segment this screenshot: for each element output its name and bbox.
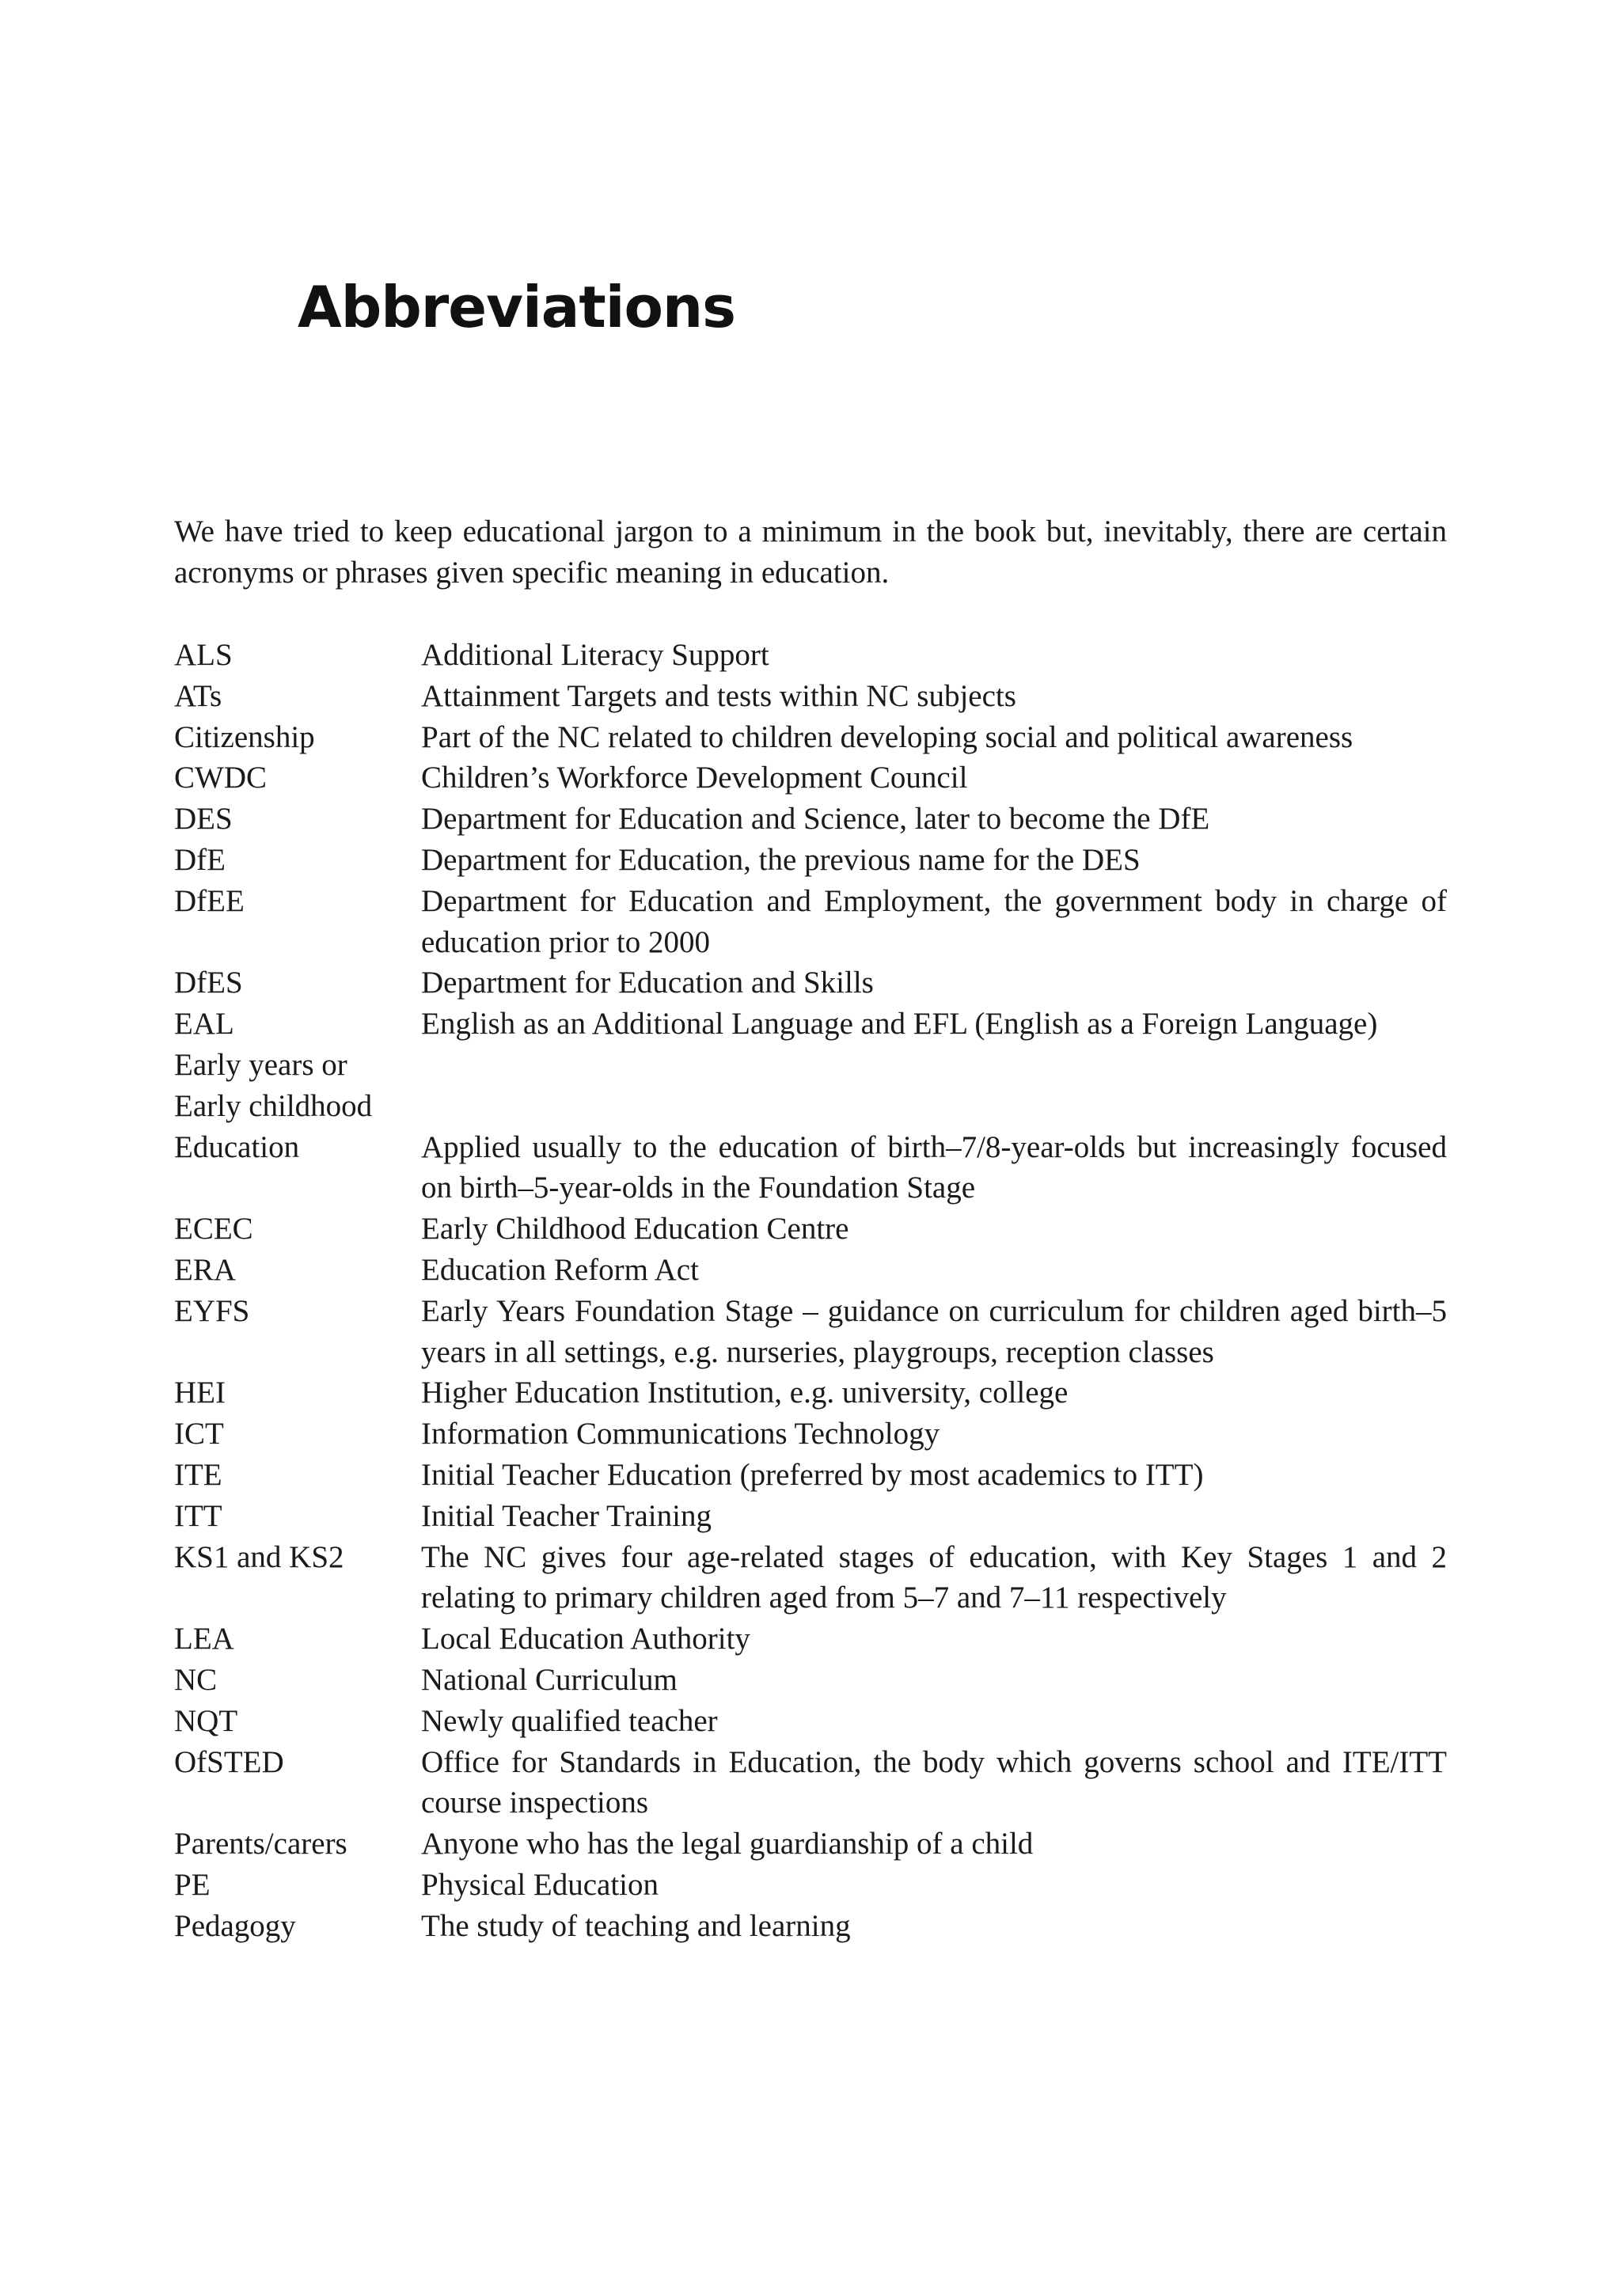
abbreviation-row xyxy=(174,717,1447,758)
intro-paragraph: We have tried to keep educational jargon to a minimum in the book but, inevitably, there are certain acronyms or phrases given specific meaning in education. xyxy=(174,514,1447,590)
abbreviation-row xyxy=(174,1209,1447,1250)
abbreviation-definition: Information Communications Technology xyxy=(421,1417,940,1452)
abbreviation-definition: Higher Education Institution, e.g. university, college xyxy=(421,1376,1069,1410)
abbreviation-row xyxy=(174,635,1447,676)
abbreviation-term: ITT xyxy=(174,1498,222,1533)
abbreviation-definition: Department for Education and Employment, the government body in charge of education prior to 2000 xyxy=(421,883,1447,959)
abbreviation-term: DfES xyxy=(174,966,243,1000)
abbreviation-definition: Newly qualified teacher xyxy=(421,1703,718,1738)
abbreviation-row xyxy=(174,676,1447,717)
abbreviation-row xyxy=(174,799,1447,840)
abbreviation-row xyxy=(174,757,1447,799)
abbreviation-term: Citizenship xyxy=(174,719,315,754)
abbreviation-definition: Physical Education xyxy=(421,1867,659,1902)
abbreviation-term: HEI xyxy=(174,1376,226,1410)
abbreviation-definition: Initial Teacher Education (preferred by most academics to ITT) xyxy=(421,1457,1204,1492)
abbreviation-definition: Children’s Workforce Development Council xyxy=(421,761,968,795)
abbreviation-row xyxy=(174,1414,1447,1455)
abbreviation-definition: Part of the NC related to children developing social and political awareness xyxy=(421,719,1353,754)
abbreviation-definition: Office for Standards in Education, the body which governs school and ITE/ITT course inspections xyxy=(421,1744,1447,1820)
abbreviation-row xyxy=(174,1619,1447,1660)
abbreviation-term: EYFS xyxy=(174,1293,250,1328)
abbreviation-row xyxy=(174,1291,1447,1373)
abbreviation-definition: Department for Education and Skills xyxy=(421,966,874,1000)
abbreviation-definition: Initial Teacher Training xyxy=(421,1498,712,1533)
abbreviation-term: ERA xyxy=(174,1252,236,1287)
abbreviation-term: OfSTED xyxy=(174,1744,284,1779)
abbreviation-definition: Department for Education, the previous name for the DES xyxy=(421,842,1141,877)
abbreviation-row xyxy=(174,1496,1447,1537)
abbreviation-row xyxy=(174,1865,1447,1906)
abbreviation-row xyxy=(174,1004,1447,1045)
abbreviation-term: Parents/carers xyxy=(174,1827,347,1861)
abbreviation-definition: The NC gives four age-related stages of education, with Key Stages 1 and 2 relating to primary children aged from 5–7 and 7–11 respectively xyxy=(421,1539,1447,1615)
abbreviation-definition: Additional Literacy Support xyxy=(421,638,769,672)
abbreviation-definition: Education Reform Act xyxy=(421,1252,699,1287)
abbreviation-definition: Applied usually to the education of birth–7/8-year-olds but increasingly focused on birth–5-year-olds in the Foundation Stage xyxy=(421,1129,1447,1205)
abbreviation-term: ECEC xyxy=(174,1212,253,1247)
abbreviation-row xyxy=(174,1372,1447,1414)
abbreviation-definition: Anyone who has the legal guardianship of a child xyxy=(421,1827,1034,1861)
abbreviation-definition: Early Childhood Education Centre xyxy=(421,1212,849,1247)
abbreviation-term: DES xyxy=(174,802,233,837)
abbreviation-definition: Early Years Foundation Stage – guidance on curriculum for children aged birth–5 years in all settings, e.g. nurseries, playgroups, reception classes xyxy=(421,1293,1447,1369)
abbreviation-row xyxy=(174,1045,1447,1209)
abbreviation-row xyxy=(174,840,1447,881)
abbreviation-term: NQT xyxy=(174,1703,238,1738)
abbreviation-definition: Local Education Authority xyxy=(421,1622,750,1657)
abbreviation-definition: National Curriculum xyxy=(421,1662,678,1697)
abbreviation-term: ALS xyxy=(174,638,233,672)
abbreviation-term: PE xyxy=(174,1867,211,1902)
page-title: Abbreviations xyxy=(298,274,736,340)
abbreviation-row xyxy=(174,881,1447,963)
abbreviation-row xyxy=(174,1537,1447,1619)
abbreviation-definition: The study of teaching and learning xyxy=(421,1908,851,1943)
abbreviation-term: LEA xyxy=(174,1622,234,1657)
abbreviation-term: ICT xyxy=(174,1417,224,1452)
abbreviation-list xyxy=(174,635,1447,1947)
abbreviation-term: ATs xyxy=(174,678,222,713)
abbreviation-term: Pedagogy xyxy=(174,1908,296,1943)
abbreviation-row xyxy=(174,1824,1447,1865)
abbreviation-row xyxy=(174,1906,1447,1947)
abbreviation-term: CWDC xyxy=(174,761,267,795)
abbreviation-term: DfEE xyxy=(174,883,245,918)
abbreviation-row xyxy=(174,1250,1447,1291)
abbreviation-definition: English as an Additional Language and EFL (English as a Foreign Language) xyxy=(421,1007,1378,1042)
abbreviation-term: Early years or Early childhood Education xyxy=(174,1047,373,1164)
abbreviation-definition: Attainment Targets and tests within NC subjects xyxy=(421,678,1016,713)
abbreviation-row xyxy=(174,962,1447,1004)
abbreviation-definition: Department for Education and Science, later to become the DfE xyxy=(421,802,1210,837)
abbreviation-term: NC xyxy=(174,1662,218,1697)
abbreviation-term: KS1 and KS2 xyxy=(174,1539,344,1574)
abbreviation-term: EAL xyxy=(174,1007,234,1042)
abbreviation-row xyxy=(174,1660,1447,1701)
abbreviation-row xyxy=(174,1455,1447,1496)
abbreviation-term: DfE xyxy=(174,842,226,877)
abbreviation-term: ITE xyxy=(174,1457,222,1492)
abbreviation-row xyxy=(174,1742,1447,1824)
abbreviation-row xyxy=(174,1701,1447,1742)
